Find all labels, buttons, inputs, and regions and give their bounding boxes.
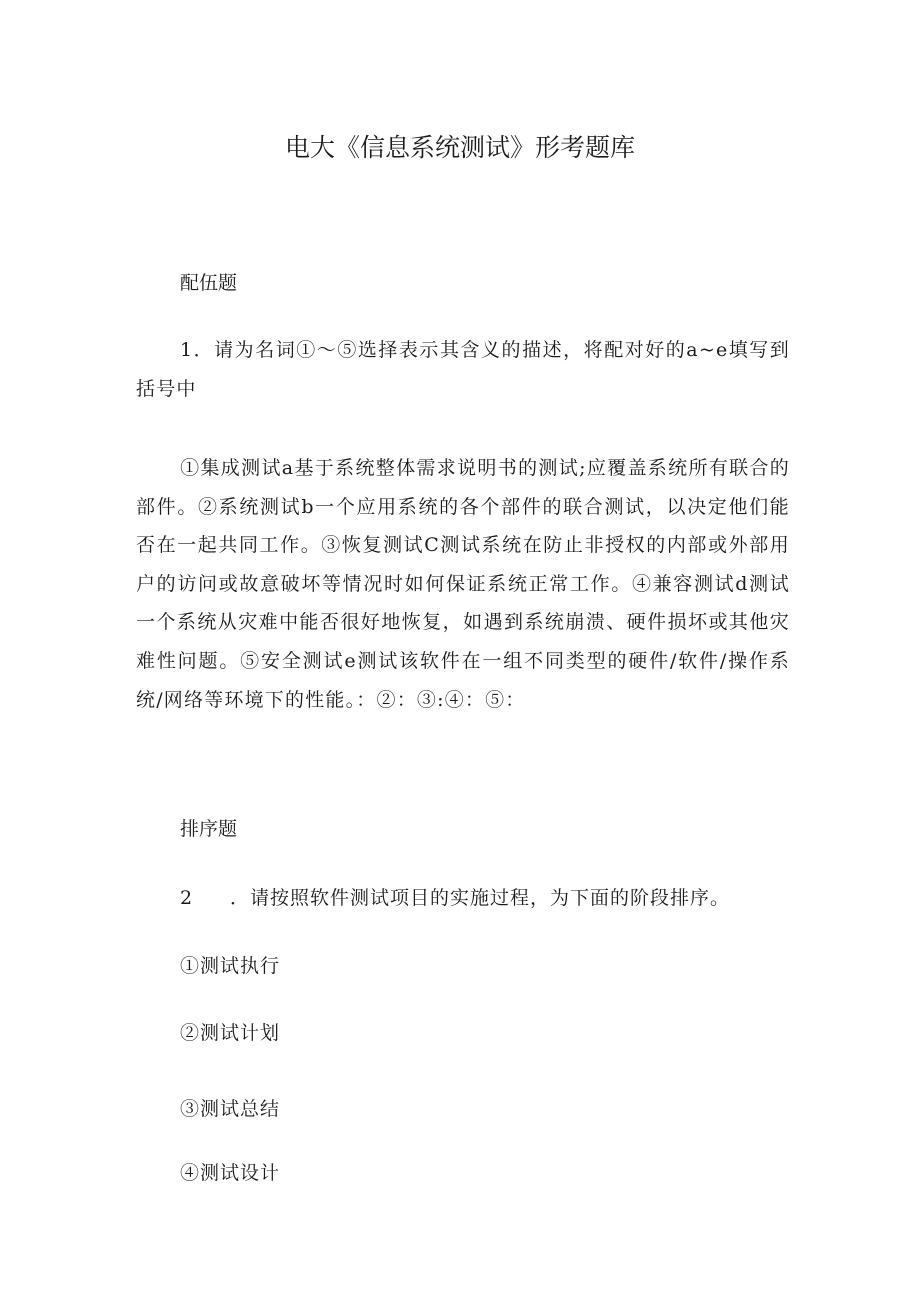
question-1-prompt [136, 331, 790, 408]
question-2-text: ．请按照软件测试项目的实施过程，为下面的阶段排序。 [230, 887, 731, 909]
section-label-matching: 配伍题 [180, 272, 238, 294]
list-item: ④测试设计 [180, 1162, 281, 1184]
document-title: 电大《信息系统测试》形考题库 [284, 133, 635, 162]
list-item: ①测试执行 [180, 955, 281, 977]
question-1-text: 1．请为名词①～⑤选择表示其含义的描述，将配对好的a~e填写到括号中 [136, 339, 790, 400]
question-2-number: 2 [180, 887, 194, 909]
question-1-body [136, 449, 790, 719]
question-2-prompt [180, 883, 730, 910]
list-item: ②测试计划 [180, 1022, 281, 1044]
question-1-body-text: ①集成测试a基于系统整体需求说明书的测试;应覆盖系统所有联合的部件。②系统测试b一个应用系统的各个部件的联合测试，以决定他们能否在一起共同工作。③恢复测试C测试系统在防止非授权的内部或外部用户的访问或故意破坏等情况时如何保证系统正常工作。④兼容测试d测试一个系统从灾难中能否很好地恢复，如遇到系统崩溃、硬件损坏或其他灾难性问题。⑤安全测试e测试该软件在一组不同类型的硬件/软件/操作系统/网络等环境下的性能。：②：③:④：⑤： [136, 457, 790, 711]
list-item: ③测试总结 [180, 1098, 281, 1120]
section-label-ordering: 排序题 [180, 818, 238, 840]
